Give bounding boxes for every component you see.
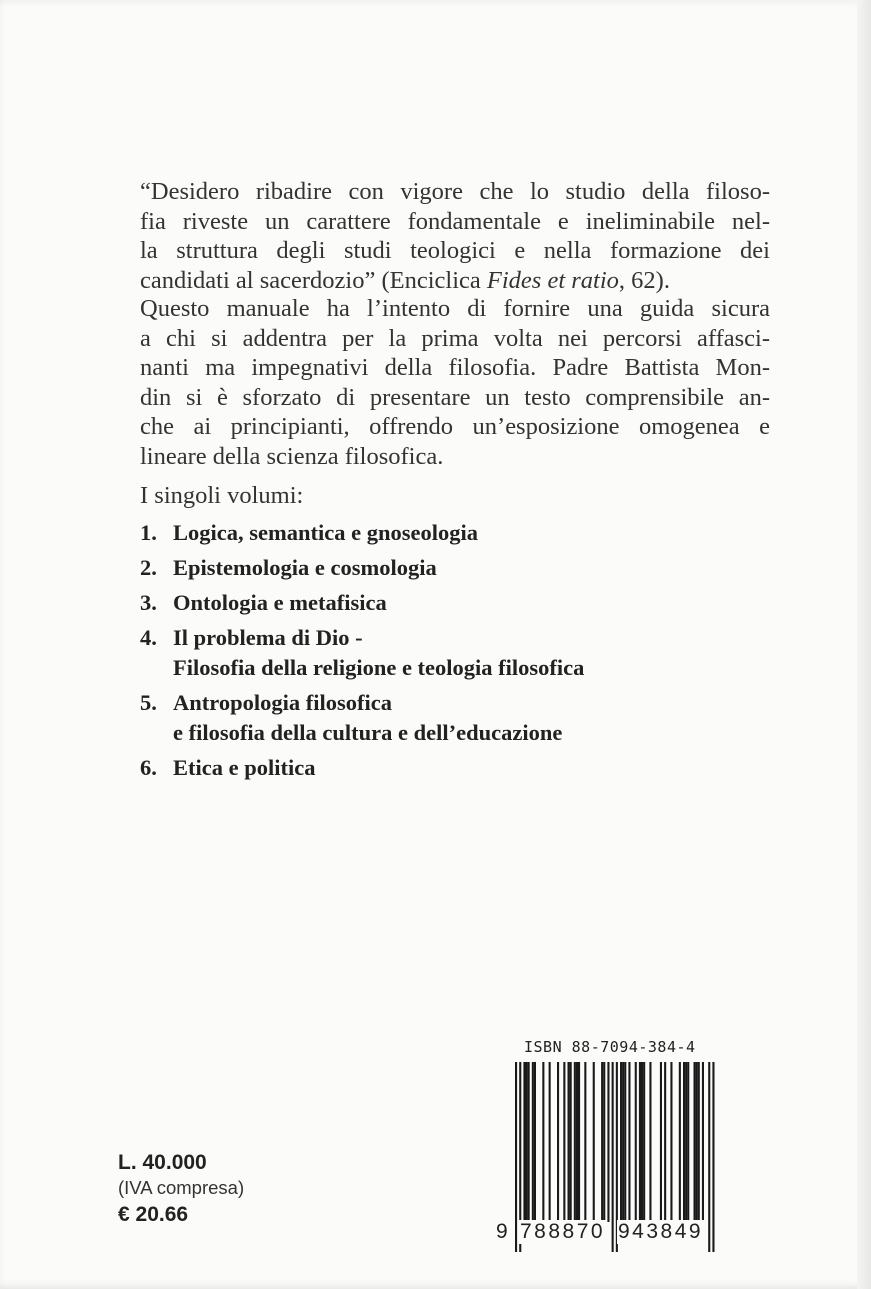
barcode-bar (685, 1062, 687, 1222)
description-line: Questo manuale ha l’intento di fornire una guida sicura (140, 295, 770, 322)
barcode-bar (660, 1062, 662, 1222)
barcode-bar (528, 1062, 530, 1222)
volume-item (140, 688, 584, 748)
barcode-bar (578, 1062, 580, 1222)
quote-line: fia riveste un carattere fondamentale e ineliminabile nel- (140, 207, 770, 235)
quote-text: candidati al sacerdozio” (Enciclica (140, 266, 487, 294)
barcode-bar (612, 1062, 614, 1252)
barcode-bar (641, 1062, 643, 1222)
barcode-bar (679, 1062, 681, 1222)
volume-item (140, 588, 584, 618)
volume-title: Etica e politica (173, 755, 316, 780)
barcode-bar (670, 1062, 672, 1222)
description-paragraph (140, 294, 770, 471)
barcode-bar (557, 1062, 559, 1222)
volume-title: Epistemologia e cosmologia (173, 555, 437, 580)
barcode-bar (563, 1062, 565, 1222)
barcode-bar (574, 1062, 576, 1222)
barcode-bar (643, 1062, 645, 1222)
isbn-label: ISBN 88-7094-384-4 (524, 1038, 696, 1056)
volume-item (140, 753, 584, 783)
quote-last-line (140, 266, 770, 296)
barcode-bar (515, 1062, 517, 1252)
quote-line: la struttura degli studi teologici e nella formazione dei (140, 237, 770, 264)
price-block (118, 1150, 244, 1230)
barcode-bar (712, 1062, 714, 1252)
volume-item (140, 553, 584, 583)
volume-number: 3. (140, 590, 157, 615)
barcode-digit-group: 788870 (520, 1220, 606, 1243)
barcode-bar (694, 1062, 696, 1222)
barcode-bar (687, 1062, 689, 1222)
barcode-bar (526, 1062, 528, 1222)
volume-title: Ontologia e metafisica (173, 590, 387, 615)
barcode-bar (696, 1062, 698, 1222)
barcode-bar (649, 1062, 651, 1222)
volume-subtitle: e filosofia della cultura e dell’educazione (173, 720, 563, 745)
barcode-bar (549, 1062, 551, 1222)
volume-number: 6. (140, 755, 157, 780)
volume-number: 4. (140, 625, 157, 650)
barcode-bar (523, 1062, 525, 1222)
barcode-digit-group: 943849 (618, 1220, 704, 1243)
barcode-bar (639, 1062, 641, 1222)
barcode-bar (601, 1062, 603, 1222)
volumes-intro: I singoli volumi: (140, 482, 304, 509)
barcode-bar (593, 1062, 595, 1222)
barcode-bar (532, 1062, 534, 1222)
barcode-bar (568, 1062, 570, 1222)
description-line: lineare della scienza filosofica. (140, 442, 444, 470)
barcode-bar (570, 1062, 572, 1222)
barcode-bar (708, 1062, 710, 1252)
barcode-bar (534, 1062, 536, 1222)
price-euro: € 20.66 (118, 1203, 189, 1226)
barcode-bar (628, 1062, 630, 1222)
barcode-bar (635, 1062, 637, 1222)
barcode-bar (620, 1062, 622, 1222)
volume-item (140, 623, 584, 683)
volume-number: 5. (140, 690, 157, 715)
quote-text: , 62). (618, 266, 670, 294)
volume-number: 2. (140, 555, 157, 580)
price-vat-note: (IVA compresa) (118, 1177, 245, 1198)
description-line: nanti ma impegnativi della filosofia. Padre Battista Mon- (140, 354, 770, 381)
barcode-bar (576, 1062, 578, 1222)
description-line: din si è sforzato di presentare un testo comprensibile an- (140, 383, 770, 411)
quote-line: “Desidero ribadire con vigore che lo studio della filoso- (140, 178, 770, 205)
barcode-bar (683, 1062, 685, 1222)
barcode-bar (698, 1062, 700, 1222)
description-line: a chi si addentra per la prima volta nei percorsi affasci- (140, 324, 770, 352)
quote-source-title: Fides et ratio (486, 266, 619, 294)
barcode-bar (542, 1062, 544, 1222)
volume-subtitle: Filosofia della religione e teologia filosofica (173, 655, 585, 680)
volume-number: 1. (140, 520, 157, 545)
barcode-bar (624, 1062, 626, 1222)
encyclical-quote (140, 177, 770, 295)
barcode-bar (584, 1062, 586, 1222)
barcode-bar (702, 1062, 704, 1222)
volumes-list (140, 518, 584, 788)
volume-title: Antropologia filosofica (173, 690, 392, 715)
barcode-digit-first: 9 (496, 1220, 508, 1243)
volume-item (140, 518, 584, 548)
barcode-bar (607, 1062, 609, 1222)
barcode-bar (664, 1062, 666, 1222)
volume-title: Il problema di Dio - (173, 625, 363, 650)
price-lire: L. 40.000 (118, 1151, 207, 1174)
barcode-bar (603, 1062, 605, 1222)
volume-title: Logica, semantica e gnoseologia (173, 520, 478, 545)
description-line: che ai principianti, offrendo un’esposizione omogenea e (140, 413, 770, 440)
cover-edge-shadow (857, 0, 871, 1289)
barcode-bar (622, 1062, 624, 1222)
